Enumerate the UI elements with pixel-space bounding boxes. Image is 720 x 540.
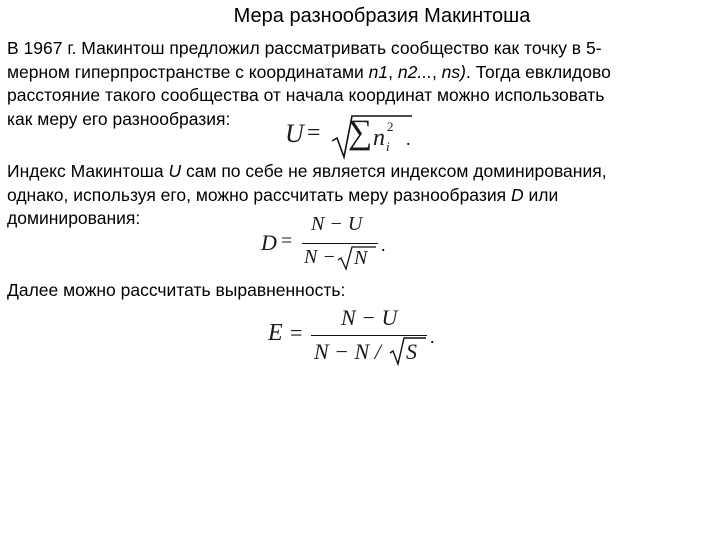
mcintosh-line-2-b: или: [523, 184, 559, 205]
formula-d-lhs: D: [261, 230, 277, 255]
formula-d-eq: =: [281, 230, 293, 252]
mcintosh-d-symbol: D: [510, 184, 524, 205]
page-title: Мера разнообразия Макинтоша: [233, 5, 531, 27]
intro-line-2: [7, 61, 707, 85]
formula-u-sub: i: [386, 139, 390, 154]
intro-line-3: расстояние такого сообщества от начала координат можно использовать: [7, 85, 605, 105]
mcintosh-line-3: доминирования:: [7, 208, 141, 228]
formula-d-den-b: N: [354, 247, 368, 269]
mcintosh-line-2-a: однако, используя его, можно рассчитать меру разнообразия: [7, 184, 511, 205]
mcintosh-line-1-a: Индекс Макинтоша: [7, 161, 169, 181]
formula-u-sum: ∑: [348, 114, 373, 151]
mcintosh-u-symbol: U: [168, 161, 182, 181]
formula-e-den-b: S: [406, 339, 417, 364]
mcintosh-line-2: [7, 184, 707, 208]
comma-1: ,: [388, 61, 398, 82]
formula-d-den-a: N −: [304, 246, 336, 268]
formula-e-numerator: N − U: [341, 305, 398, 330]
formula-e-lhs: E: [268, 320, 283, 346]
formula-u-var: n: [373, 125, 385, 151]
formula-d-period: .: [381, 235, 386, 255]
formula-e-eq: =: [290, 320, 303, 345]
evenness-paragraph: Далее можно рассчитать выравненность:: [7, 280, 346, 300]
comma-2: ,: [431, 61, 442, 82]
formula-u-eq: =: [307, 120, 321, 146]
mcintosh-line-1: [7, 160, 707, 184]
formula-u-lhs: U: [285, 119, 304, 148]
formula-d-numerator: N − U: [311, 213, 363, 235]
formula-e-period: .: [430, 327, 435, 347]
intro-line-4: как меру его разнообразия:: [7, 108, 231, 129]
intro-line-2-text: мерном гиперпространстве с координатами: [7, 61, 369, 82]
mcintosh-line-1-b: сам по себе не является индексом доминирования,: [181, 161, 607, 181]
formula-u-period: .: [406, 129, 411, 149]
intro-line-2-tail: . Тогда евклидово: [465, 61, 611, 82]
formula-e-den-a: N − N /: [314, 339, 381, 364]
formula-d-fraction-bar: [302, 243, 378, 244]
coord-n2: n2...: [397, 61, 432, 82]
intro-line-1: В 1967 г. Макинтош предложил рассматривать сообщество как точку в 5-: [7, 38, 602, 58]
coord-ns: ns): [441, 61, 466, 82]
coord-n1: n1: [368, 61, 389, 82]
formula-u-sup: 2: [387, 119, 394, 134]
